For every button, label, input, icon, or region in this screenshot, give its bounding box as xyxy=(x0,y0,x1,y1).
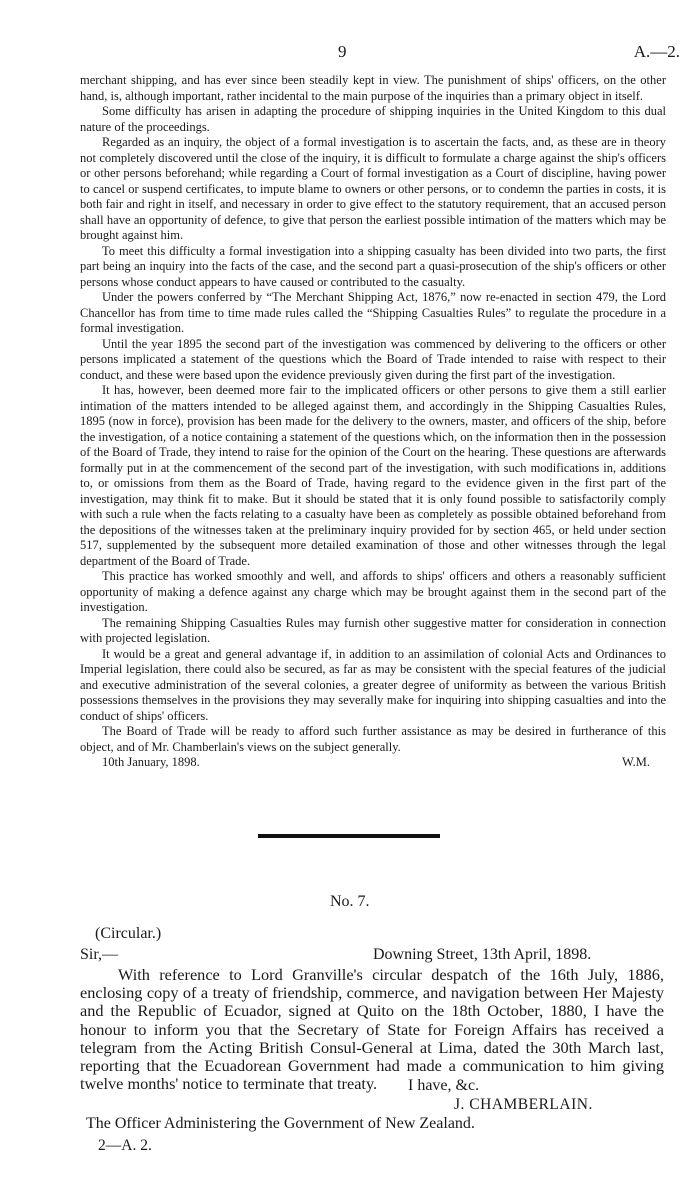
signature: J. CHAMBERLAIN. xyxy=(454,1096,593,1113)
section-divider xyxy=(258,834,440,838)
memo-paragraph: The Board of Trade will be ready to afford such further assistance as may be desired in furtherance of this object, and of Mr. Chamberlain's views on the subject generally. xyxy=(80,724,666,754)
page-number: 9 xyxy=(338,42,347,61)
memo-paragraph: This practice has worked smoothly and well, and affords to ships' officers and others a reasonably sufficient opportunity of making a defence against any charge which may be brought against them in the second part of the investigation. xyxy=(80,569,666,614)
memo-signoff xyxy=(80,755,666,771)
letter-dateline: Downing Street, 13th April, 1898. xyxy=(373,946,592,963)
addressee: The Officer Administering the Government of New Zealand. xyxy=(86,1115,475,1132)
memo-paragraph: It would be a great and general advantage if, in addition to an assimilation of colonial Acts and Ordinances to Imperial legislation, there could also be secured, as far as may be consistent with the special features of the judicial and executive administration of the several colonies, a greater degree of uniformity as between the various British possessions themselves in the provisions they may severally make for inquiring into shipping casualties and into the conduct of ships' officers. xyxy=(80,646,666,723)
letter-closing: I have, &c. xyxy=(408,1077,480,1094)
memo-paragraph: To meet this difficulty a formal investigation into a shipping casualty has been divided into two parts, the first part being an inquiry into the facts of the case, and the second part a quasi-prosecution of the ship's officers or other persons whose conduct appears to have caused or contributed to the casualty. xyxy=(80,243,666,289)
memo-paragraph: Under the powers conferred by “The Merchant Shipping Act, 1876,” now re-enacted in section 479, the Lord Chancellor has from time to time made rules called the “Shipping Casualties Rules” to regulate the procedure in a formal investigation. xyxy=(80,290,666,335)
memo-paragraph: Some difficulty has arisen in adapting the procedure of shipping inquiries in the United Kingdom to this dual nature of the proceedings. xyxy=(80,104,666,134)
memo-paragraph: merchant shipping, and has ever since been steadily kept in view. The punishment of ships' officers, on the other hand, is, although important, rather incidental to the main purpose of the inquiries than a primary object in itself. xyxy=(80,73,666,103)
board-of-trade-memorandum xyxy=(80,73,666,771)
document-reference: A.—2. xyxy=(633,42,680,61)
footer-reference: 2—A. 2. xyxy=(98,1137,152,1154)
memo-paragraph: The remaining Shipping Casualties Rules may furnish other suggestive matter for consideration in connection with projected legislation. xyxy=(80,615,666,645)
letter-body: With reference to Lord Granville's circular despatch of the 16th July, 1886, enclosing copy of a treaty of friendship, commerce, and navigation between Her Majesty and the Republic of Ecuador, signed at Quito on the 18th October, 1880, I have the honour to inform you that the Secretary of State for Foreign Affairs has received a telegram from the Acting British Consul-General at Lima, dated the 30th March last, reporting that the Ecuadorean Government had made a communication to him giving twelve months' notice to terminate that treaty. xyxy=(80,965,664,1094)
memo-initials: W.M. xyxy=(621,755,650,769)
salutation: Sir,— xyxy=(80,946,119,963)
memo-date: 10th January, 1898. xyxy=(102,755,200,769)
memo-paragraph: Regarded as an inquiry, the object of a formal investigation is to ascertain the facts, and, as these are in theory not completely discovered until the close of the inquiry, it is difficult to formulate a charge against the ship's officers or other persons beforehand; while regarding a Court of formal investigation as a Court of discipline, having power to cancel or suspend certificates, to impute blame to owners or other persons, or to condemn the parties in costs, it is both fair and right in itself, and necessary in order to give effect to the statutory requirement, that an accused person shall have an opportunity of defence, to give that person the earliest possible intimation of the matters which may be brought against him. xyxy=(80,135,666,242)
memo-paragraph: It has, however, been deemed more fair to the implicated officers or other persons to give them a still earlier intimation of the matters intended to be alleged against them, and accordingly in the Shipping Casualties Rules, 1895 (now in force), provision has been made for the delivery to the owners, master, and officers of the ship, before the investigation, of a notice containing a statement of the questions which, on the information then in the possession of the Board of Trade, they intend to raise for the opinion of the Court on the hearing. These questions are afterwards formally put in at the commencement of the second part of the investigation, with such modifications in, additions to, or omissions from them as the Board of Trade, having regard to the evidence given in the first part of the investigation, may think fit to make. But it should be stated that it is only found possible to satisfactorily comply with such a rule when the facts relating to a casualty have been as completely as possible obtained beforehand from the depositions of the witnesses taken at the preliminary inquiry provided for by section 465, or held under section 517, supplemented by the subsequent more detailed examination of those and other witnesses through the legal department of the Board of Trade. xyxy=(80,383,666,568)
memo-paragraph: Until the year 1895 the second part of the investigation was commenced by delivering to the officers or other persons implicated a statement of the questions which the Board of Trade intended to raise with respect to their conduct, and these were based upon the evidence previously given during the first part of the investigation. xyxy=(80,336,666,382)
letter-type: (Circular.) xyxy=(95,925,162,942)
letter-number: No. 7. xyxy=(330,893,370,910)
